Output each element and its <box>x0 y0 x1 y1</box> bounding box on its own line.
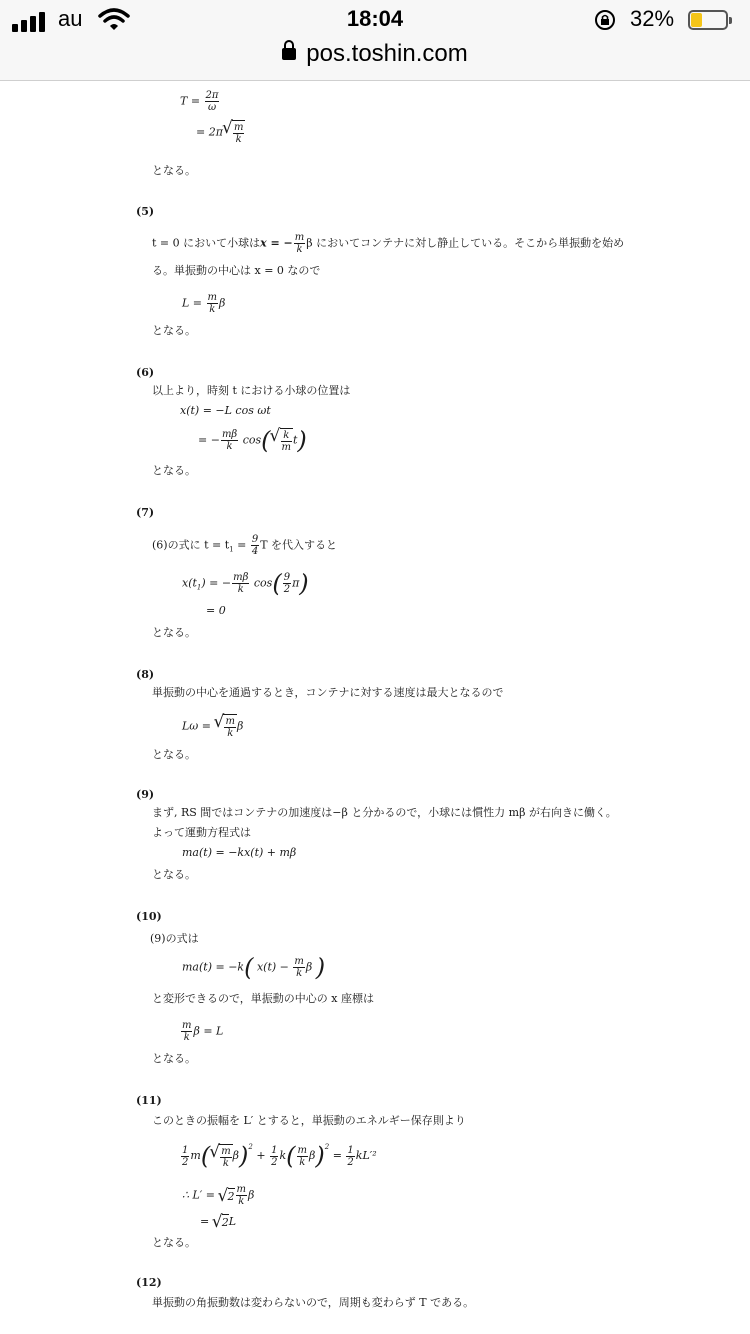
section-6-number: (6) <box>136 366 155 379</box>
status-and-url-bar <box>0 0 750 81</box>
section-10-intro: (9)の式は <box>150 932 199 945</box>
section-6-intro: 以上より，時刻 t における小球の位置は <box>152 384 351 397</box>
section-7-number: (7) <box>136 506 155 519</box>
conclusion-text: となる。 <box>152 1052 196 1065</box>
section-9-number: (9) <box>136 788 155 801</box>
battery-icon <box>688 10 732 32</box>
conclusion-text: となる。 <box>152 748 196 761</box>
status-time: 18:04 <box>346 6 404 31</box>
eq-amplitude-1: ∴ L′ = √ 2 $\frac{m}{k}$ β <box>182 1184 254 1207</box>
conclusion-text: となる。 <box>152 868 196 881</box>
section-12-line: 単振動の角振動数は変わらないので，周期も変わらず T である。 <box>152 1296 475 1309</box>
conclusion-text: となる。 <box>152 324 196 337</box>
document-page <box>0 80 750 1334</box>
eq-motion-rewritten: ma(t) = −k( x(t) − $\frac{m}{k}$ β ) <box>182 953 326 982</box>
section-7-intro: (6)の式に $t = t_1$ = $\frac{9}{4}$ T を代入すると <box>152 534 338 557</box>
section-10-number: (10) <box>136 910 162 923</box>
conclusion-text: となる。 <box>152 1236 196 1249</box>
conclusion-text: となる。 <box>152 164 196 177</box>
battery-percent: 32% <box>630 6 675 31</box>
eq-max-speed: Lω = √ $\frac{m}{k}$ β <box>182 714 243 739</box>
eq-energy: $\frac{1}{2}$ m( √ $\frac{m}{k}$ β)$^2$ + $\frac{1}{2}$ k( $\frac{m}{k}$ β)$^2$ = $\frac{1}{2}$ kL′² <box>180 1140 377 1169</box>
eq-L: L = $\frac{m}{k}$ β <box>182 292 226 315</box>
conclusion-text: となる。 <box>152 626 196 639</box>
eq-zero: = 0 <box>206 604 226 617</box>
eq-position-t1: $x(t_1)$ = − $\frac{m\beta}{k}$ cos( $\frac{9}{2}$ π) <box>182 569 309 598</box>
section-5-line-1: t = 0 において小球はx = − $\frac{m}{k}$ β においてコンテナに対し静止している。そこから単振動を始め <box>152 232 625 255</box>
section-8-intro: 単振動の中心を通過するとき，コンテナに対する速度は最大となるので <box>152 686 504 699</box>
orientation-lock-icon <box>594 9 616 31</box>
section-5-line-2: る。単振動の中心は x = 0 なので <box>152 264 321 277</box>
section-11-intro: このときの振幅を L′ とすると，単振動のエネルギー保存則より <box>152 1114 466 1127</box>
section-9-line-2: よって運動方程式は <box>152 826 251 839</box>
eq-period-2: = 2π √ $\frac{m}{k}$ <box>196 120 245 145</box>
section-11-number: (11) <box>136 1094 162 1107</box>
address-bar[interactable] <box>0 40 750 68</box>
eq-position-2: = − $\frac{m\beta}{k}$ cos( √ $\frac{k}{m}$ t) <box>198 428 307 453</box>
eq-amplitude-2: = √ 2L <box>200 1214 236 1230</box>
url-text: pos.toshin.com <box>306 40 468 67</box>
section-10-line-2: と変形できるので，単振動の中心の x 座標は <box>152 992 374 1005</box>
section-9-line-1: まず, RS 間ではコンテナの加速度は−β と分かるので，小球には慣性力 mβ が右向きに働く。 <box>152 806 617 819</box>
section-12-number: (12) <box>136 1276 162 1289</box>
section-5-number: (5) <box>136 205 155 218</box>
conclusion-text: となる。 <box>152 464 196 477</box>
eq-position-1: x(t) = −L cos ωt <box>180 404 271 417</box>
eq-period-1: T = $\frac{2\pi}{\omega}$ <box>180 90 219 113</box>
padlock-icon <box>282 48 296 60</box>
eq-center: $\frac{m}{k}$ β = L <box>182 1020 224 1043</box>
carrier-name: au <box>58 6 83 31</box>
eq-motion: ma(t) = −kx(t) + mβ <box>182 846 297 859</box>
section-8-number: (8) <box>136 668 155 681</box>
